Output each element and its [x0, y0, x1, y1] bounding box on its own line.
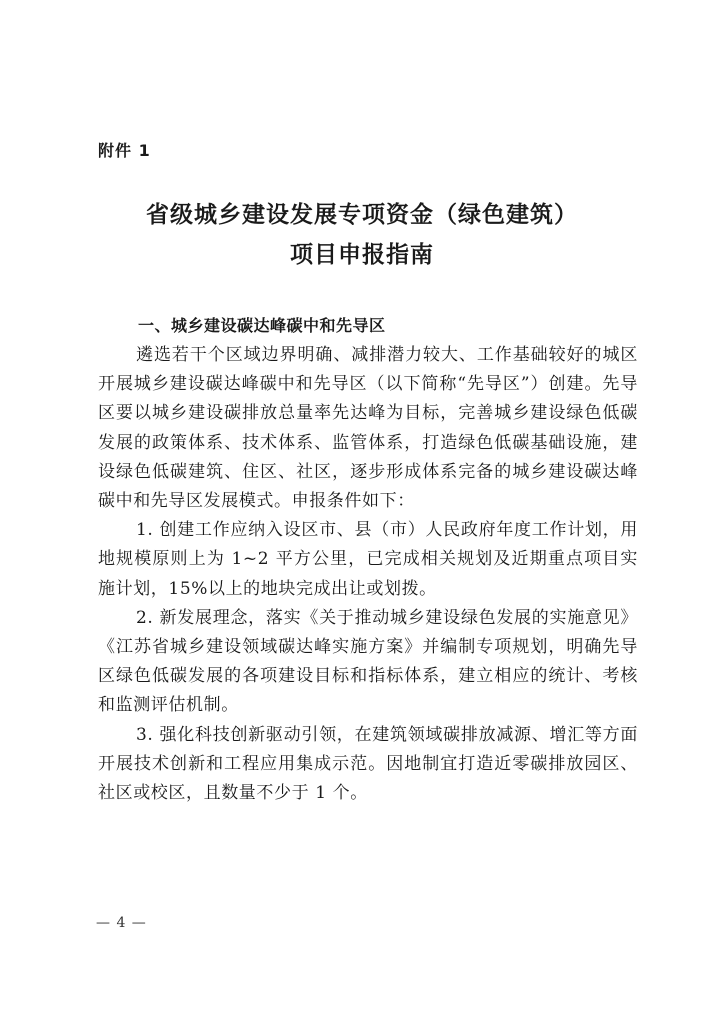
- attachment-label: 附件 1: [98, 141, 151, 160]
- body-text: [98, 341, 638, 808]
- document-title-line-1: 省级城乡建设发展专项资金（绿色建筑）: [146, 201, 578, 228]
- condition-2-paragraph: 2. 新发展理念，落实《关于推动城乡建设绿色发展的实施意见》《江苏省城乡建设领域碳达峰实施方案》并编制专项规划，明确先导区绿色低碳发展的各项建设目标和指标体系，建立相应的统计、考核和监测评估机制。: [98, 607, 638, 716]
- condition-3-paragraph: 3. 强化科技创新驱动引领，在建筑领域碳排放减源、增汇等方面开展技术创新和工程应用集成示范。因地制宜打造近零碳排放园区、社区或校区，且数量不少于 1 个。: [98, 724, 638, 804]
- section-heading: 一、城乡建设碳达峰碳中和先导区: [138, 316, 386, 335]
- page-number: — 4 —: [96, 915, 147, 931]
- document-title-line-2: 项目申报指南: [290, 241, 434, 268]
- condition-1-paragraph: 1. 创建工作应纳入设区市、县（市）人民政府年度工作计划，用地规模原则上为 1~2 平方公里，已完成相关规划及近期重点项目实施计划，15%以上的地块完成出让或划拨。: [98, 520, 638, 599]
- intro-paragraph: 遴选若干个区域边界明确、减排潜力较大、工作基础较好的城区开展城乡建设碳达峰碳中和先导区（以下简称“先导区”）创建。先导区要以城乡建设碳排放总量率先达峰为目标，完善城乡建设绿色低碳发展的政策体系、技术体系、监管体系，打造绿色低碳基础设施，建设绿色低碳建筑、住区、社区，逐步形成体系完备的城乡建设碳达峰碳中和先导区发展模式。申报条件如下：: [98, 345, 638, 512]
